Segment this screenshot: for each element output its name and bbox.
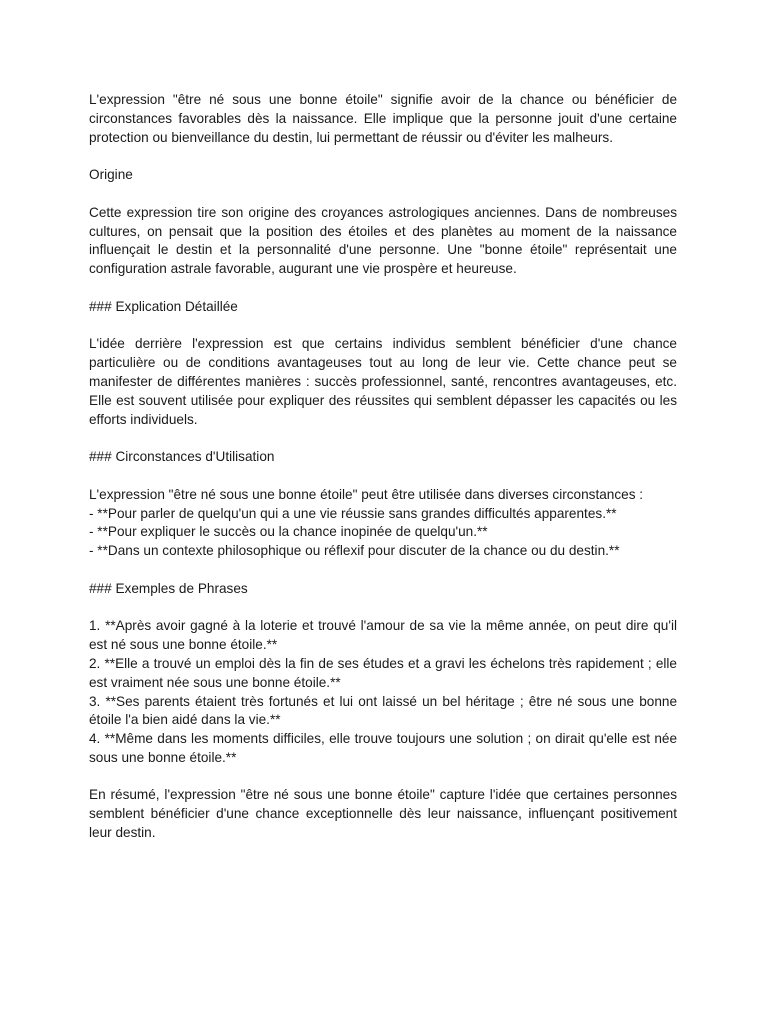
usage-item: - **Pour expliquer le succès ou la chance inopinée de quelqu'un.** <box>89 524 488 540</box>
usage-item: - **Pour parler de quelqu'un qui a une vie réussie sans grandes difficultés apparentes.** <box>89 505 617 521</box>
example-item: 2. **Elle a trouvé un emploi dès la fin de ses études et a gravi les échelons très rapidement ; elle est vraiment née sous une bonne étoile.** <box>89 655 677 690</box>
origin-heading: Origine <box>89 167 133 183</box>
example-item: 3. **Ses parents étaient très fortunés et lui ont laissé un bel héritage ; être né sous une bonne étoile l'a bien aidé dans la vie.** <box>89 693 677 728</box>
usage-intro: L'expression "être né sous une bonne étoile" peut être utilisée dans diverses circonstances : <box>89 486 644 502</box>
intro-paragraph: L'expression "être né sous une bonne étoile" signifie avoir de la chance ou bénéficier de circonstances favorables dès la naissance. Elle implique que la personne jouit d'une certaine protection ou bienveillance du destin, lui permettant de réussir ou d'éviter les malheurs. <box>89 92 677 145</box>
examples-list <box>89 617 677 767</box>
usage-item: - **Dans un contexte philosophique ou réflexif pour discuter de la chance ou du destin.** <box>89 543 620 559</box>
usage-heading: ### Circonstances d'Utilisation <box>89 449 275 465</box>
example-item: 4. **Même dans les moments difficiles, elle trouve toujours une solution ; on dirait qu'elle est née sous une bonne étoile.** <box>89 731 677 765</box>
usage-list <box>89 486 677 561</box>
examples-heading: ### Exemples de Phrases <box>89 580 248 596</box>
origin-paragraph: Cette expression tire son origine des croyances astrologiques anciennes. Dans de nombreuses cultures, on pensait que la position des étoiles et des planètes au moment de la naissance influençait le destin et la personnalité d'une personne. Une "bonne étoile" représentait une configuration astrale favorable, augurant une vie prospère et heureuse. <box>89 204 677 277</box>
explanation-paragraph: L'idée derrière l'expression est que certains individus semblent bénéficier d'une chance particulière ou de conditions avantageuses tout au long de leur vie. Cette chance peut se manifester de différentes manières : succès professionnel, santé, rencontres avantageuses, etc. Elle est souvent utilisée pour expliquer des réussites qui semblent dépasser les capacités ou les efforts individuels. <box>89 336 677 427</box>
conclusion-paragraph: En résumé, l'expression "être né sous une bonne étoile" capture l'idée que certaines personnes semblent bénéficier d'une chance exceptionnelle dès leur naissance, influençant positivement leur destin. <box>89 787 677 841</box>
document-page <box>89 91 677 862</box>
example-item: 1. **Après avoir gagné à la loterie et trouvé l'amour de sa vie la même année, on peut dire qu'il est né sous une bonne étoile.** <box>89 618 677 653</box>
explanation-heading: ### Explication Détaillée <box>89 298 238 314</box>
